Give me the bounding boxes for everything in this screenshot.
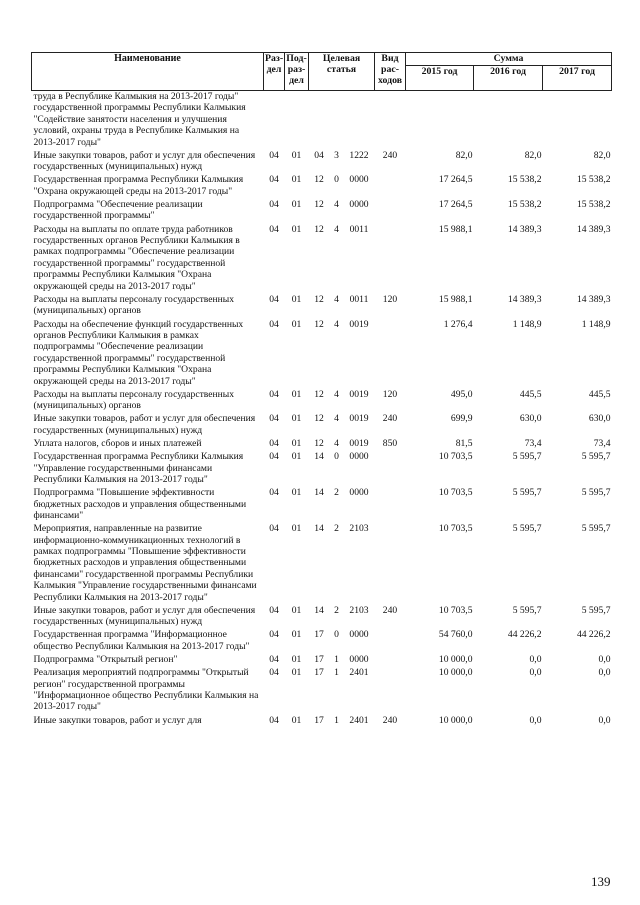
row-name: Расходы на выплаты персоналу государственных (муниципальных) органов — [33, 293, 235, 317]
table-row — [32, 438, 612, 451]
row-sum-2015: 15 988,1 — [438, 293, 473, 305]
row-subsection: 01 — [291, 714, 302, 726]
row-target-subprogram: 4 — [334, 223, 339, 235]
row-sum-2017: 5 595,7 — [581, 604, 611, 616]
row-subsection: 01 — [291, 654, 302, 666]
row-subsection: 01 — [291, 293, 302, 305]
row-sum-2017 — [543, 91, 612, 150]
row-subsection: 01 — [291, 667, 302, 679]
header-section: Раз- дел — [264, 53, 285, 91]
row-target-subprogram: 0 — [334, 629, 339, 641]
row-name: Подпрограмма "Повышение эффективности бюджетных расходов и управления общественными финансами" — [33, 487, 247, 521]
row-name: Расходы на выплаты персоналу государственных (муниципальных) органов — [33, 388, 235, 412]
row-expense-type: 240 — [382, 604, 398, 616]
table-row — [32, 413, 612, 438]
row-section: 04 — [269, 149, 279, 161]
row-target-program: 12 — [314, 223, 324, 235]
table-row — [32, 319, 612, 389]
row-subsection: 01 — [291, 174, 302, 186]
row-target-program: 04 — [314, 149, 324, 161]
row-target-direction: 0019 — [349, 388, 369, 400]
row-target-subprogram: 0 — [334, 451, 339, 463]
row-expense-type: 120 — [382, 388, 398, 400]
row-sum-2015 — [406, 91, 474, 150]
row-expense-type — [375, 523, 406, 605]
row-target-direction: 1222 — [349, 149, 369, 161]
row-subsection: 01 — [291, 629, 302, 641]
row-name: Подпрограмма "Открытый регион" — [33, 654, 178, 666]
row-expense-type — [375, 91, 406, 150]
row-subsection: 01 — [291, 604, 302, 616]
row-target-direction: 2401 — [349, 714, 369, 726]
row-target-direction: 0000 — [349, 629, 369, 641]
table-row — [32, 150, 612, 175]
row-sum-2017: 82,0 — [593, 149, 611, 161]
row-name: Расходы на обеспечение функций государственных органов Республики Калмыкия в рамках подпрограммы "Обеспечение реализации государственной программы" государственной программы Республики Калмыкия "Охрана окружающей среды на 2013-2017 годы" — [33, 318, 244, 387]
row-expense-type — [375, 174, 406, 199]
row-sum-2017: 14 389,3 — [576, 293, 611, 305]
header-subsection: Под- раз- дел — [285, 53, 309, 91]
budget-table — [31, 52, 612, 728]
row-expense-type — [375, 319, 406, 389]
row-target-program: 17 — [314, 629, 324, 641]
row-sum-2017: 44 226,2 — [576, 629, 611, 641]
row-sum-2015: 82,0 — [455, 149, 473, 161]
row-target-program: 17 — [314, 654, 324, 666]
row-sum-2016: 15 538,2 — [507, 174, 542, 186]
row-sum-2015: 10 703,5 — [438, 523, 473, 535]
row-target-subprogram: 4 — [334, 413, 339, 425]
row-section: 04 — [269, 523, 279, 535]
row-name: Государственная программа Республики Калмыкия "Охрана окружающей среды на 2013-2017 годы" — [33, 174, 244, 197]
row-section: 04 — [269, 629, 279, 641]
row-target-program: 17 — [314, 714, 324, 726]
row-section: 04 — [269, 413, 279, 425]
row-target-subprogram: 2 — [334, 523, 339, 535]
row-target-subprogram: 2 — [334, 487, 339, 499]
row-sum-2016: 5 595,7 — [512, 604, 542, 616]
row-subsection: 01 — [291, 413, 302, 425]
row-sum-2015: 10 000,0 — [438, 714, 473, 726]
row-sum-2015: 10 000,0 — [438, 654, 473, 666]
row-sum-2017: 5 595,7 — [581, 523, 611, 535]
row-target-subprogram: 4 — [334, 199, 339, 211]
row-target-program: 14 — [314, 451, 324, 463]
row-expense-type: 240 — [382, 149, 398, 161]
row-subsection: 01 — [291, 149, 302, 161]
row-sum-2016: 5 595,7 — [512, 487, 542, 499]
row-sum-2017: 1 148,9 — [581, 318, 611, 330]
row-target-subprogram: 4 — [334, 318, 339, 330]
row-sum-2015: 10 000,0 — [438, 667, 473, 679]
row-sum-2017: 5 595,7 — [581, 487, 611, 499]
row-target-program: 12 — [314, 293, 324, 305]
row-sum-2015: 495,0 — [450, 388, 473, 400]
header-expense-type: Вид рас- ходов — [375, 53, 406, 91]
row-expense-type — [375, 629, 406, 654]
row-target-direction: 0000 — [349, 654, 369, 666]
row-target-direction: 0000 — [349, 174, 369, 186]
row-sum-2017: 14 389,3 — [576, 223, 611, 235]
row-target-program: 14 — [314, 487, 324, 499]
table-row — [32, 389, 612, 414]
row-target-direction: 2401 — [349, 667, 369, 679]
row-subsection: 01 — [291, 388, 302, 400]
row-target-direction: 0000 — [349, 451, 369, 463]
row-sum-2016: 73,4 — [524, 437, 542, 449]
row-sum-2016: 445,5 — [519, 388, 542, 400]
row-subsection: 01 — [291, 223, 302, 235]
row-name: Иные закупки товаров, работ и услуг для обеспечения государственных (муниципальных) нужд — [33, 413, 256, 436]
row-target-direction: 0011 — [349, 293, 369, 305]
table-row — [32, 294, 612, 319]
row-section: 04 — [269, 714, 279, 726]
row-sum-2016: 0,0 — [529, 714, 542, 726]
row-name: Иные закупки товаров, работ и услуг для — [33, 714, 202, 726]
row-section: 04 — [269, 199, 279, 211]
row-sum-2016: 630,0 — [519, 413, 542, 425]
row-target-subprogram: 0 — [334, 174, 339, 186]
row-expense-type: 850 — [382, 437, 398, 449]
row-section: 04 — [269, 437, 279, 449]
row-target-program: 12 — [314, 318, 324, 330]
row-target-direction: 0000 — [349, 199, 369, 211]
row-target-direction: 2103 — [349, 604, 369, 616]
row-target-direction: 0019 — [349, 413, 369, 425]
row-sum-2017: 73,4 — [593, 437, 611, 449]
row-sum-2016: 15 538,2 — [507, 199, 542, 211]
row-target-subprogram: 2 — [334, 604, 339, 616]
row-name: Иные закупки товаров, работ и услуг для обеспечения государственных (муниципальных) нужд — [33, 149, 256, 173]
row-target-program: 12 — [314, 388, 324, 400]
row-expense-type — [375, 224, 406, 294]
row-section: 04 — [269, 223, 279, 235]
row-expense-type — [375, 199, 406, 224]
row-subsection: 01 — [291, 523, 302, 535]
row-sum-2016: 0,0 — [529, 654, 542, 666]
row-section: 04 — [269, 487, 279, 499]
row-sum-2015: 54 760,0 — [438, 629, 473, 641]
row-target-direction — [344, 91, 375, 150]
page-number: 139 — [591, 874, 611, 889]
row-expense-type: 240 — [382, 413, 398, 425]
row-sum-2015: 10 703,5 — [438, 451, 473, 463]
row-section: 04 — [269, 451, 279, 463]
row-target-direction: 2103 — [349, 523, 369, 535]
row-expense-type: 120 — [382, 293, 398, 305]
row-sum-2017: 15 538,2 — [576, 199, 611, 211]
row-section: 04 — [269, 388, 279, 400]
row-sum-2015: 15 988,1 — [438, 223, 473, 235]
table-body — [32, 91, 612, 728]
row-sum-2015: 17 264,5 — [438, 199, 473, 211]
row-target-direction: 0011 — [349, 223, 369, 235]
row-expense-type — [375, 667, 406, 714]
row-target-program: 12 — [314, 174, 324, 186]
row-section: 04 — [269, 318, 279, 330]
row-subsection: 01 — [291, 487, 302, 499]
row-target-direction: 0019 — [349, 318, 369, 330]
row-sum-2017: 0,0 — [598, 667, 611, 679]
row-sum-2016: 5 595,7 — [512, 451, 542, 463]
row-sum-2015: 1 276,4 — [443, 318, 473, 330]
table-row — [32, 91, 612, 150]
header-sum: Сумма — [406, 53, 612, 66]
row-sum-2017: 0,0 — [598, 654, 611, 666]
row-sum-2015: 699,9 — [450, 413, 473, 425]
row-target-program: 17 — [314, 667, 324, 679]
row-subsection: 01 — [291, 451, 302, 463]
row-target-direction: 0019 — [349, 437, 369, 449]
row-sum-2017: 15 538,2 — [576, 174, 611, 186]
row-expense-type — [375, 654, 406, 667]
row-section: 04 — [269, 667, 279, 679]
row-target-subprogram: 1 — [334, 667, 339, 679]
row-name: Государственная программа Республики Калмыкия "Управление государственными финансами Республики Калмыкия на 2013-2017 годы" — [33, 451, 244, 485]
table-row — [32, 667, 612, 714]
row-name: Государственная программа "Информационное общество Республики Калмыкия на 2013-2017 годы" — [33, 629, 250, 652]
table-row — [32, 629, 612, 654]
row-target-program: 14 — [314, 604, 324, 616]
row-sum-2016: 44 226,2 — [507, 629, 542, 641]
header-year-2017: 2017 год — [543, 66, 612, 91]
row-target-program: 12 — [314, 413, 324, 425]
row-sum-2015: 81,5 — [455, 437, 473, 449]
row-subsection — [285, 91, 309, 150]
row-expense-type — [375, 451, 406, 487]
row-sum-2016 — [474, 91, 543, 150]
row-target-subprogram: 4 — [334, 437, 339, 449]
row-sum-2016: 1 148,9 — [512, 318, 542, 330]
row-name: труда в Республике Калмыкия на 2013-2017 годы" государственной программы Республики Калмыкия "Содействие занятости населения и улучшения условий, охраны труда в Республике Калмыкия на 2013-2017 годы" — [33, 91, 246, 148]
row-sum-2016: 14 389,3 — [507, 223, 542, 235]
row-sum-2015: 10 703,5 — [438, 604, 473, 616]
row-target-subprogram — [330, 91, 344, 150]
table-row — [32, 174, 612, 199]
row-target-program: 12 — [314, 437, 324, 449]
row-sum-2016: 14 389,3 — [507, 293, 542, 305]
row-expense-type — [375, 487, 406, 523]
row-sum-2017: 445,5 — [588, 388, 611, 400]
table-row — [32, 224, 612, 294]
row-target-program — [309, 91, 330, 150]
row-subsection: 01 — [291, 199, 302, 211]
row-sum-2015: 10 703,5 — [438, 487, 473, 499]
row-name: Расходы на выплаты по оплате труда работников государственных органов Республики Калмыкия в рамках подпрограммы "Обеспечение реализации государственной программы" государственной программы Республики Калмыкия "Охрана окружающей среды на 2013-2017 годы" — [33, 223, 240, 292]
table-row — [32, 715, 612, 728]
header-name: Наименование — [32, 53, 264, 91]
table-row — [32, 487, 612, 523]
row-section: 04 — [269, 654, 279, 666]
row-section: 04 — [269, 604, 279, 616]
row-expense-type: 240 — [382, 714, 398, 726]
row-name: Реализация мероприятий подпрограммы "Открытый регион" государственной программы "Информационное общество Республики Калмыкия на 2013-2017 годы" — [33, 667, 259, 713]
row-name: Иные закупки товаров, работ и услуг для обеспечения государственных (муниципальных) нужд — [33, 604, 256, 628]
row-section: 04 — [269, 293, 279, 305]
header-year-2015: 2015 год — [406, 66, 474, 91]
row-target-program: 12 — [314, 199, 324, 211]
header-target-article: Целевая статья — [309, 53, 375, 91]
row-sum-2015: 17 264,5 — [438, 174, 473, 186]
row-sum-2017: 0,0 — [598, 714, 611, 726]
row-sum-2016: 0,0 — [529, 667, 542, 679]
row-name: Мероприятия, направленные на развитие информационно-коммуникационных технологий в рамках подпрограммы "Повышение эффективности бюджетных расходов и управления общественными финансами" государственной программы Республики Калмыкия "Управление государственными финансами Республики Калмыкия на 2013-2017 годы" — [33, 523, 257, 603]
table-row — [32, 523, 612, 605]
table-row — [32, 199, 612, 224]
row-name: Уплата налогов, сборов и иных платежей — [33, 437, 202, 449]
row-target-direction: 0000 — [349, 487, 369, 499]
row-sum-2017: 630,0 — [588, 413, 611, 425]
row-target-subprogram: 1 — [334, 714, 339, 726]
table-row — [32, 451, 612, 487]
row-target-subprogram: 1 — [334, 654, 339, 666]
row-section — [264, 91, 285, 150]
row-name: Подпрограмма "Обеспечение реализации государственной программы" — [33, 199, 203, 222]
header-year-2016: 2016 год — [474, 66, 543, 91]
row-target-subprogram: 4 — [334, 293, 339, 305]
table-row — [32, 654, 612, 667]
row-target-program: 14 — [314, 523, 324, 535]
row-target-subprogram: 3 — [334, 149, 339, 161]
row-subsection: 01 — [291, 437, 302, 449]
row-sum-2016: 82,0 — [524, 149, 542, 161]
row-subsection: 01 — [291, 318, 302, 330]
row-target-subprogram: 4 — [334, 388, 339, 400]
row-section: 04 — [269, 174, 279, 186]
row-sum-2017: 5 595,7 — [581, 451, 611, 463]
table-row — [32, 605, 612, 630]
row-sum-2016: 5 595,7 — [512, 523, 542, 535]
